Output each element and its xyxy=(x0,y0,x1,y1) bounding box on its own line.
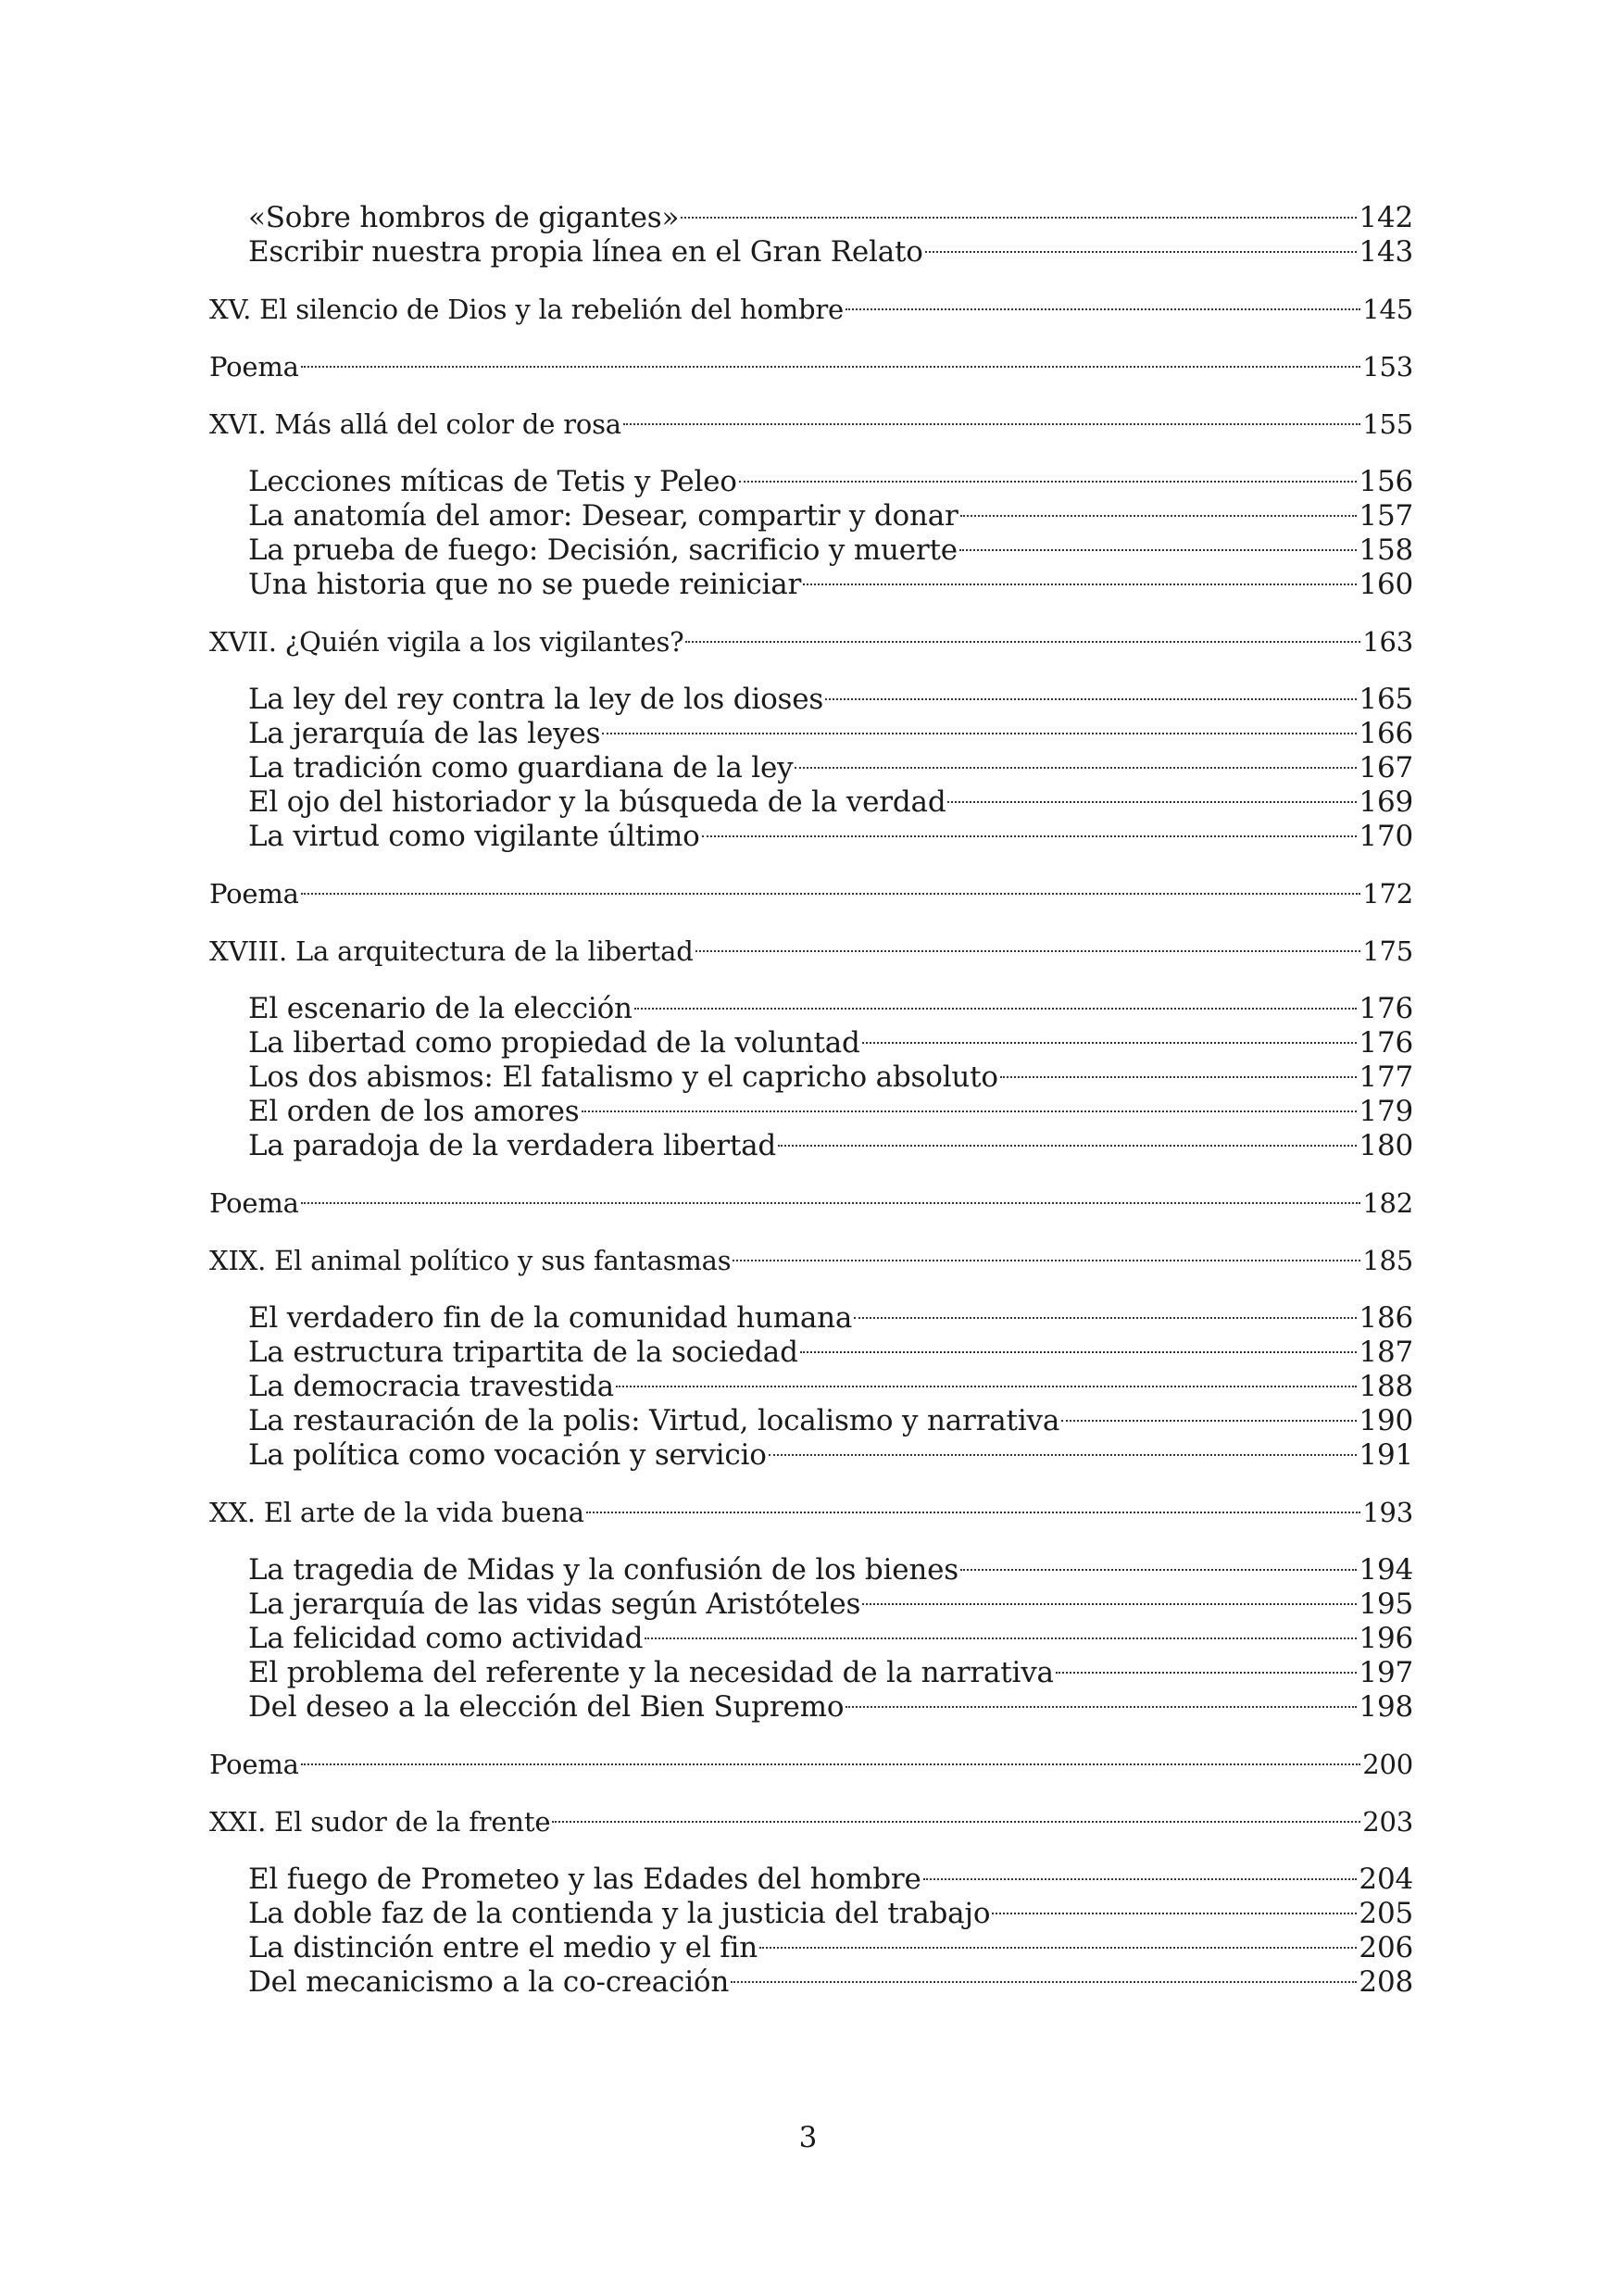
toc-entry-title: La jerarquía de las vidas según Aristóteles xyxy=(248,1587,861,1621)
toc-chapter-entry[interactable] xyxy=(209,1797,1413,1838)
dot-leader xyxy=(586,1487,1360,1522)
toc-chapter-entry[interactable] xyxy=(209,1236,1413,1276)
toc-entry-title: Del deseo a la elección del Bien Supremo xyxy=(248,1690,845,1724)
toc-chapter xyxy=(209,399,1413,440)
toc-entry-page: 163 xyxy=(1362,626,1413,658)
toc-section-entry[interactable] xyxy=(209,674,1413,716)
dot-leader xyxy=(960,491,1358,525)
dot-leader xyxy=(795,743,1357,777)
toc-entry-page: 185 xyxy=(1362,1245,1413,1276)
toc-chapter xyxy=(209,869,1413,910)
toc-entry-title: XV. El silencio de Dios y la rebelión del hombre xyxy=(209,294,844,325)
toc-entry-title: Una historia que no se puede reiniciar xyxy=(248,568,802,601)
toc-entry-title: La democracia travestida xyxy=(248,1370,614,1403)
toc-entry-title: XXI. El sudor de la frente xyxy=(209,1806,551,1838)
toc-entry-title: La paradoja de la verdadera libertad xyxy=(248,1129,777,1162)
dot-leader xyxy=(301,869,1360,903)
toc-entry-title: XIX. El animal político y sus fantasmas xyxy=(209,1245,732,1276)
toc-chapter-entry[interactable] xyxy=(209,1178,1413,1219)
toc-entry-page: 187 xyxy=(1359,1336,1413,1369)
toc-section-entry[interactable] xyxy=(209,984,1413,1025)
toc-entry-title: Poema xyxy=(209,1187,299,1219)
toc-entry-page: 165 xyxy=(1359,683,1413,716)
toc-entry-title: La jerarquía de las leyes xyxy=(248,717,601,750)
toc-group xyxy=(209,926,1413,1162)
toc-entry-title: XVII. ¿Quién vigila a los vigilantes? xyxy=(209,626,684,658)
toc-entry-title: «Sobre hombros de gigantes» xyxy=(248,201,680,234)
toc-chapter xyxy=(209,926,1413,967)
toc-entry-page: 198 xyxy=(1359,1690,1413,1724)
toc-chapter xyxy=(209,1178,1413,1219)
toc-entry-page: 204 xyxy=(1359,1863,1413,1896)
dot-leader xyxy=(681,193,1357,227)
toc-chapter xyxy=(209,1236,1413,1276)
dot-leader xyxy=(959,525,1358,559)
toc-section-entry[interactable] xyxy=(209,1293,1413,1335)
toc-entry-page: 142 xyxy=(1359,201,1413,234)
toc-entry-page: 200 xyxy=(1362,1749,1413,1780)
toc-entry-title: XX. El arte de la vida buena xyxy=(209,1497,584,1528)
dot-leader xyxy=(846,284,1360,319)
dot-leader xyxy=(854,1293,1357,1327)
toc-chapter-entry[interactable] xyxy=(209,869,1413,910)
toc-entry-title: Poema xyxy=(209,351,299,383)
toc-entry-title: Poema xyxy=(209,1749,299,1780)
dot-leader xyxy=(862,1018,1358,1052)
dot-leader xyxy=(645,1613,1357,1648)
toc-group xyxy=(209,1739,1413,1780)
dot-leader xyxy=(634,984,1358,1018)
toc-entry-page: 169 xyxy=(1359,785,1413,819)
toc-chapter xyxy=(209,1487,1413,1528)
toc-entry-page: 179 xyxy=(1359,1095,1413,1128)
dot-leader xyxy=(582,1086,1358,1121)
toc-entry-page: 176 xyxy=(1359,1026,1413,1060)
dot-leader xyxy=(800,1327,1358,1361)
toc-entry-page: 160 xyxy=(1359,568,1413,601)
dot-leader xyxy=(301,1739,1360,1774)
toc-section-entry[interactable] xyxy=(209,457,1413,498)
toc-group xyxy=(209,193,1413,269)
dot-leader xyxy=(552,1797,1360,1831)
dot-leader xyxy=(825,674,1357,709)
toc-entry-page: 191 xyxy=(1359,1438,1413,1472)
dot-leader xyxy=(1000,1052,1358,1086)
toc-entry-page: 143 xyxy=(1359,235,1413,269)
toc-entry-page: 188 xyxy=(1359,1370,1413,1403)
dot-leader xyxy=(301,342,1360,376)
dot-leader xyxy=(862,1579,1357,1613)
toc-group xyxy=(209,1236,1413,1472)
toc-entry-page: 175 xyxy=(1362,935,1413,967)
toc-entry-title: La felicidad como actividad xyxy=(248,1622,644,1655)
toc-group xyxy=(209,284,1413,325)
dot-leader xyxy=(602,709,1357,743)
toc-entry-title: Del mecanicismo a la co-creación xyxy=(248,1965,730,1999)
dot-leader xyxy=(947,777,1357,811)
dot-leader xyxy=(769,1430,1358,1464)
dot-leader xyxy=(685,617,1360,651)
toc-entry-title: La política como vocación y servicio xyxy=(248,1438,767,1472)
toc-entry-page: 177 xyxy=(1359,1060,1413,1094)
toc-entry-page: 166 xyxy=(1359,717,1413,750)
toc-entry-page: 155 xyxy=(1362,408,1413,440)
toc-entry-title: Poema xyxy=(209,878,299,910)
toc-entry-title: La ley del rey contra la ley de los dioses xyxy=(248,683,824,716)
toc-entry-title: La prueba de fuego: Decisión, sacrificio y muerte xyxy=(248,533,958,567)
toc-entry-title: XVIII. La arquitectura de la libertad xyxy=(209,935,694,967)
toc-entry-page: 206 xyxy=(1359,1931,1413,1964)
dot-leader xyxy=(616,1361,1358,1396)
dot-leader xyxy=(923,1854,1358,1888)
toc-entry-title: El escenario de la elección xyxy=(248,992,633,1025)
toc-entry-page: 208 xyxy=(1359,1965,1413,1999)
toc-section-entry[interactable] xyxy=(209,1545,1413,1587)
toc-group xyxy=(209,617,1413,853)
toc-entry-title: La virtud como vigilante último xyxy=(248,820,700,853)
toc-entry-title: La estructura tripartita de la sociedad xyxy=(248,1336,798,1369)
dot-leader xyxy=(702,811,1358,846)
toc-entry-page: 167 xyxy=(1359,751,1413,784)
toc-entry-page: 176 xyxy=(1359,992,1413,1025)
toc-chapter-entry[interactable] xyxy=(209,926,1413,967)
toc-entry-page: 186 xyxy=(1359,1301,1413,1335)
toc-group xyxy=(209,399,1413,601)
toc-entry-page: 205 xyxy=(1359,1897,1413,1930)
toc-entry-title: El fuego de Prometeo y las Edades del hombre xyxy=(248,1863,921,1896)
toc-entry-title: La tragedia de Midas y la confusión de los bienes xyxy=(248,1553,959,1587)
toc-chapter-entry[interactable] xyxy=(209,617,1413,658)
toc-entry-title: La restauración de la polis: Virtud, localismo y narrativa xyxy=(248,1404,1060,1437)
dot-leader xyxy=(759,1923,1357,1957)
toc-group xyxy=(209,1178,1413,1219)
dot-leader xyxy=(1056,1648,1358,1682)
dot-leader xyxy=(1061,1396,1357,1430)
toc-entry-page: 197 xyxy=(1359,1656,1413,1689)
toc-entry-page: 194 xyxy=(1359,1553,1413,1587)
table-of-contents xyxy=(209,193,1413,2014)
toc-chapter xyxy=(209,342,1413,383)
toc-chapter-entry[interactable] xyxy=(209,399,1413,440)
toc-entry-page: 180 xyxy=(1359,1129,1413,1162)
toc-chapter-entry[interactable] xyxy=(209,284,1413,325)
toc-entry-page: 190 xyxy=(1359,1404,1413,1437)
dot-leader xyxy=(925,227,1358,261)
toc-entry-title: El verdadero fin de la comunidad humana xyxy=(248,1301,853,1335)
toc-entry-title: Lecciones míticas de Tetis y Peleo xyxy=(248,465,737,498)
dot-leader xyxy=(623,399,1360,433)
toc-entry-page: 193 xyxy=(1362,1497,1413,1528)
toc-chapter xyxy=(209,617,1413,658)
toc-entry-page: 172 xyxy=(1362,878,1413,910)
toc-chapter-entry[interactable] xyxy=(209,342,1413,383)
toc-entry-page: 182 xyxy=(1362,1187,1413,1219)
toc-entry-page: 196 xyxy=(1359,1622,1413,1655)
toc-entry-page: 203 xyxy=(1362,1806,1413,1838)
toc-entry-page: 158 xyxy=(1359,533,1413,567)
toc-entry-title: Escribir nuestra propia línea en el Gran Relato xyxy=(248,235,923,269)
dot-leader xyxy=(960,1545,1357,1579)
toc-chapter xyxy=(209,1739,1413,1780)
toc-entry-title: La libertad como propiedad de la voluntad xyxy=(248,1026,860,1060)
dot-leader xyxy=(739,457,1358,491)
toc-entry-title: La anatomía del amor: Desear, compartir y donar xyxy=(248,499,958,533)
toc-entry-page: 145 xyxy=(1362,294,1413,325)
toc-chapter xyxy=(209,1797,1413,1838)
dot-leader xyxy=(733,1236,1360,1270)
toc-entry-title: La doble faz de la contienda y la justicia del trabajo xyxy=(248,1897,991,1930)
toc-entry-page: 195 xyxy=(1359,1587,1413,1621)
dot-leader xyxy=(846,1682,1357,1716)
toc-group xyxy=(209,1487,1413,1724)
toc-entry-title: XVI. Más allá del color de rosa xyxy=(209,408,621,440)
dot-leader xyxy=(992,1888,1357,1923)
dot-leader xyxy=(778,1121,1357,1155)
toc-section-entry[interactable] xyxy=(209,193,1413,234)
toc-entry-page: 153 xyxy=(1362,351,1413,383)
page-number: 3 xyxy=(798,2121,818,2154)
toc-entry-page: 170 xyxy=(1359,820,1413,853)
toc-chapter-entry[interactable] xyxy=(209,1739,1413,1780)
toc-entry-title: La distinción entre el medio y el fin xyxy=(248,1931,758,1964)
toc-section-entry[interactable] xyxy=(209,1854,1413,1896)
toc-entry-page: 156 xyxy=(1359,465,1413,498)
toc-entry-title: La tradición como guardiana de la ley xyxy=(248,751,794,784)
dot-leader xyxy=(695,926,1361,960)
toc-entry-title: El orden de los amores xyxy=(248,1095,580,1128)
dot-leader xyxy=(301,1178,1360,1212)
toc-entry-title: El problema del referente y la necesidad de la narrativa xyxy=(248,1656,1054,1689)
toc-group xyxy=(209,869,1413,910)
toc-entry-title: Los dos abismos: El fatalismo y el capricho absoluto xyxy=(248,1060,998,1094)
toc-group xyxy=(209,1797,1413,1999)
toc-entry-title: El ojo del historiador y la búsqueda de la verdad xyxy=(248,785,946,819)
toc-entry-page: 157 xyxy=(1359,499,1413,533)
dot-leader xyxy=(731,1957,1357,1991)
toc-chapter xyxy=(209,284,1413,325)
toc-group xyxy=(209,342,1413,383)
toc-chapter-entry[interactable] xyxy=(209,1487,1413,1528)
dot-leader xyxy=(803,559,1357,594)
